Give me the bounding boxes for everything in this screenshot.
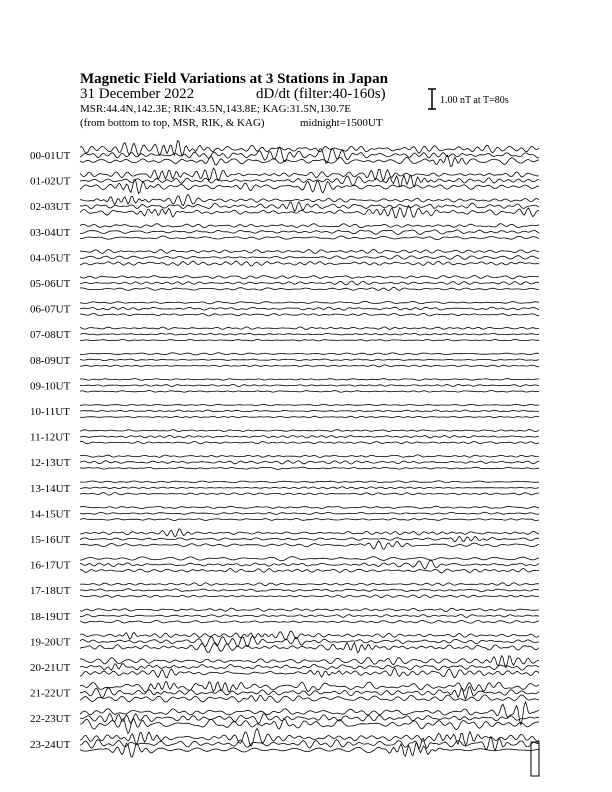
trace-23-24UT-RIK <box>80 737 539 751</box>
trace-00-01UT-MSR <box>80 155 539 166</box>
trace-04-05UT-RIK <box>80 255 539 259</box>
trace-07-08UT-RIK <box>80 333 539 335</box>
chart-title: Magnetic Field Variations at 3 Stations in Japan <box>80 71 388 87</box>
row-label-12-13UT: 12-13UT <box>30 457 71 470</box>
chart-filter: dD/dt (filter:40-160s) <box>256 86 386 102</box>
trace-16-17UT-RIK <box>80 560 539 569</box>
station-order-note: (from bottom to top, MSR, RIK, & KAG) <box>80 117 265 129</box>
trace-09-10UT-RIK <box>80 384 539 386</box>
row-label-07-08UT: 07-08UT <box>30 329 71 342</box>
trace-20-21UT-RIK <box>80 664 539 670</box>
trace-16-17UT-MSR <box>80 569 539 573</box>
midnight-note: midnight=1500UT <box>300 117 383 129</box>
trace-20-21UT-MSR <box>80 668 539 678</box>
row-label-16-17UT: 16-17UT <box>30 559 71 572</box>
trace-09-10UT-MSR <box>80 391 539 393</box>
trace-05-06UT-MSR <box>80 287 539 290</box>
row-label-21-22UT: 21-22UT <box>30 687 71 700</box>
trace-17-18UT-RIK <box>80 589 539 592</box>
row-label-23-24UT: 23-24UT <box>30 738 71 751</box>
end-marker <box>531 742 539 776</box>
trace-02-03UT-RIK <box>80 202 539 212</box>
trace-05-06UT-KAG <box>80 276 539 279</box>
trace-12-13UT-MSR <box>80 467 539 469</box>
trace-08-09UT-MSR <box>80 365 539 367</box>
trace-10-11UT-MSR <box>80 416 539 418</box>
row-label-08-09UT: 08-09UT <box>30 354 71 367</box>
row-label-13-14UT: 13-14UT <box>30 482 71 495</box>
trace-10-11UT-KAG <box>80 404 539 405</box>
row-label-19-20UT: 19-20UT <box>30 636 71 649</box>
trace-15-16UT-RIK <box>80 536 539 541</box>
row-label-11-12UT: 11-12UT <box>30 431 70 444</box>
trace-15-16UT-MSR <box>80 541 539 549</box>
trace-06-07UT-RIK <box>80 307 539 310</box>
row-label-18-19UT: 18-19UT <box>30 610 71 623</box>
trace-03-04UT-MSR <box>80 236 539 240</box>
trace-12-13UT-RIK <box>80 461 539 464</box>
scale-label: 1.00 nT at T=80s <box>440 95 509 106</box>
trace-19-20UT-KAG <box>80 631 539 640</box>
trace-14-15UT-KAG <box>80 506 539 508</box>
trace-17-18UT-MSR <box>80 595 539 598</box>
trace-06-07UT-MSR <box>80 313 539 316</box>
trace-14-15UT-MSR <box>80 518 539 520</box>
trace-22-23UT-RIK <box>80 714 539 724</box>
trace-13-14UT-RIK <box>80 487 539 489</box>
trace-09-10UT-KAG <box>80 379 539 381</box>
row-label-06-07UT: 06-07UT <box>30 303 71 316</box>
trace-19-20UT-RIK <box>80 636 539 647</box>
trace-08-09UT-RIK <box>80 359 539 361</box>
trace-22-23UT-KAG <box>80 702 539 725</box>
trace-19-20UT-MSR <box>80 643 539 653</box>
trace-12-13UT-KAG <box>80 455 539 458</box>
trace-14-15UT-RIK <box>80 512 539 514</box>
row-label-03-04UT: 03-04UT <box>30 226 71 239</box>
trace-00-01UT-KAG <box>80 141 539 157</box>
trace-13-14UT-KAG <box>80 481 539 483</box>
trace-18-19UT-MSR <box>80 620 539 623</box>
trace-17-18UT-KAG <box>80 583 539 586</box>
trace-03-04UT-KAG <box>80 224 539 228</box>
row-label-14-15UT: 14-15UT <box>30 508 71 521</box>
trace-04-05UT-KAG <box>80 249 539 253</box>
trace-10-11UT-RIK <box>80 410 539 412</box>
trace-05-06UT-RIK <box>80 281 539 285</box>
row-label-15-16UT: 15-16UT <box>30 534 71 546</box>
trace-01-02UT-MSR <box>80 180 539 194</box>
row-label-22-23UT: 22-23UT <box>30 713 71 726</box>
trace-02-03UT-KAG <box>80 194 539 205</box>
trace-13-14UT-MSR <box>80 493 539 496</box>
trace-21-22UT-MSR <box>80 695 539 703</box>
trace-08-09UT-KAG <box>80 353 539 355</box>
trace-15-16UT-KAG <box>80 529 539 537</box>
chart-date: 31 December 2022 <box>80 86 195 102</box>
row-label-02-03UT: 02-03UT <box>30 201 71 214</box>
row-label-04-05UT: 04-05UT <box>30 252 71 265</box>
row-label-10-11UT: 10-11UT <box>30 406 70 418</box>
trace-18-19UT-KAG <box>80 608 539 612</box>
trace-03-04UT-RIK <box>80 230 539 235</box>
row-label-20-21UT: 20-21UT <box>30 662 71 674</box>
trace-11-12UT-RIK <box>80 435 539 438</box>
row-label-17-18UT: 17-18UT <box>30 585 71 598</box>
row-label-09-10UT: 09-10UT <box>30 380 71 393</box>
trace-07-08UT-MSR <box>80 340 539 341</box>
row-label-01-02UT: 01-02UT <box>30 175 71 188</box>
station-coordinates: MSR:44.4N,142.3E; RIK:43.5N,143.8E; KAG:31.5N,130.7E <box>80 103 352 115</box>
trace-06-07UT-KAG <box>80 301 539 304</box>
trace-23-24UT-MSR <box>80 743 539 757</box>
row-label-05-06UT: 05-06UT <box>30 278 71 290</box>
trace-04-05UT-MSR <box>80 261 539 266</box>
trace-07-08UT-KAG <box>80 327 539 330</box>
trace-16-17UT-KAG <box>80 557 539 561</box>
trace-02-03UT-MSR <box>80 206 539 218</box>
trace-11-12UT-MSR <box>80 441 539 444</box>
row-label-00-01UT: 00-01UT <box>30 150 71 162</box>
trace-11-12UT-KAG <box>80 430 539 432</box>
trace-18-19UT-RIK <box>80 615 539 618</box>
